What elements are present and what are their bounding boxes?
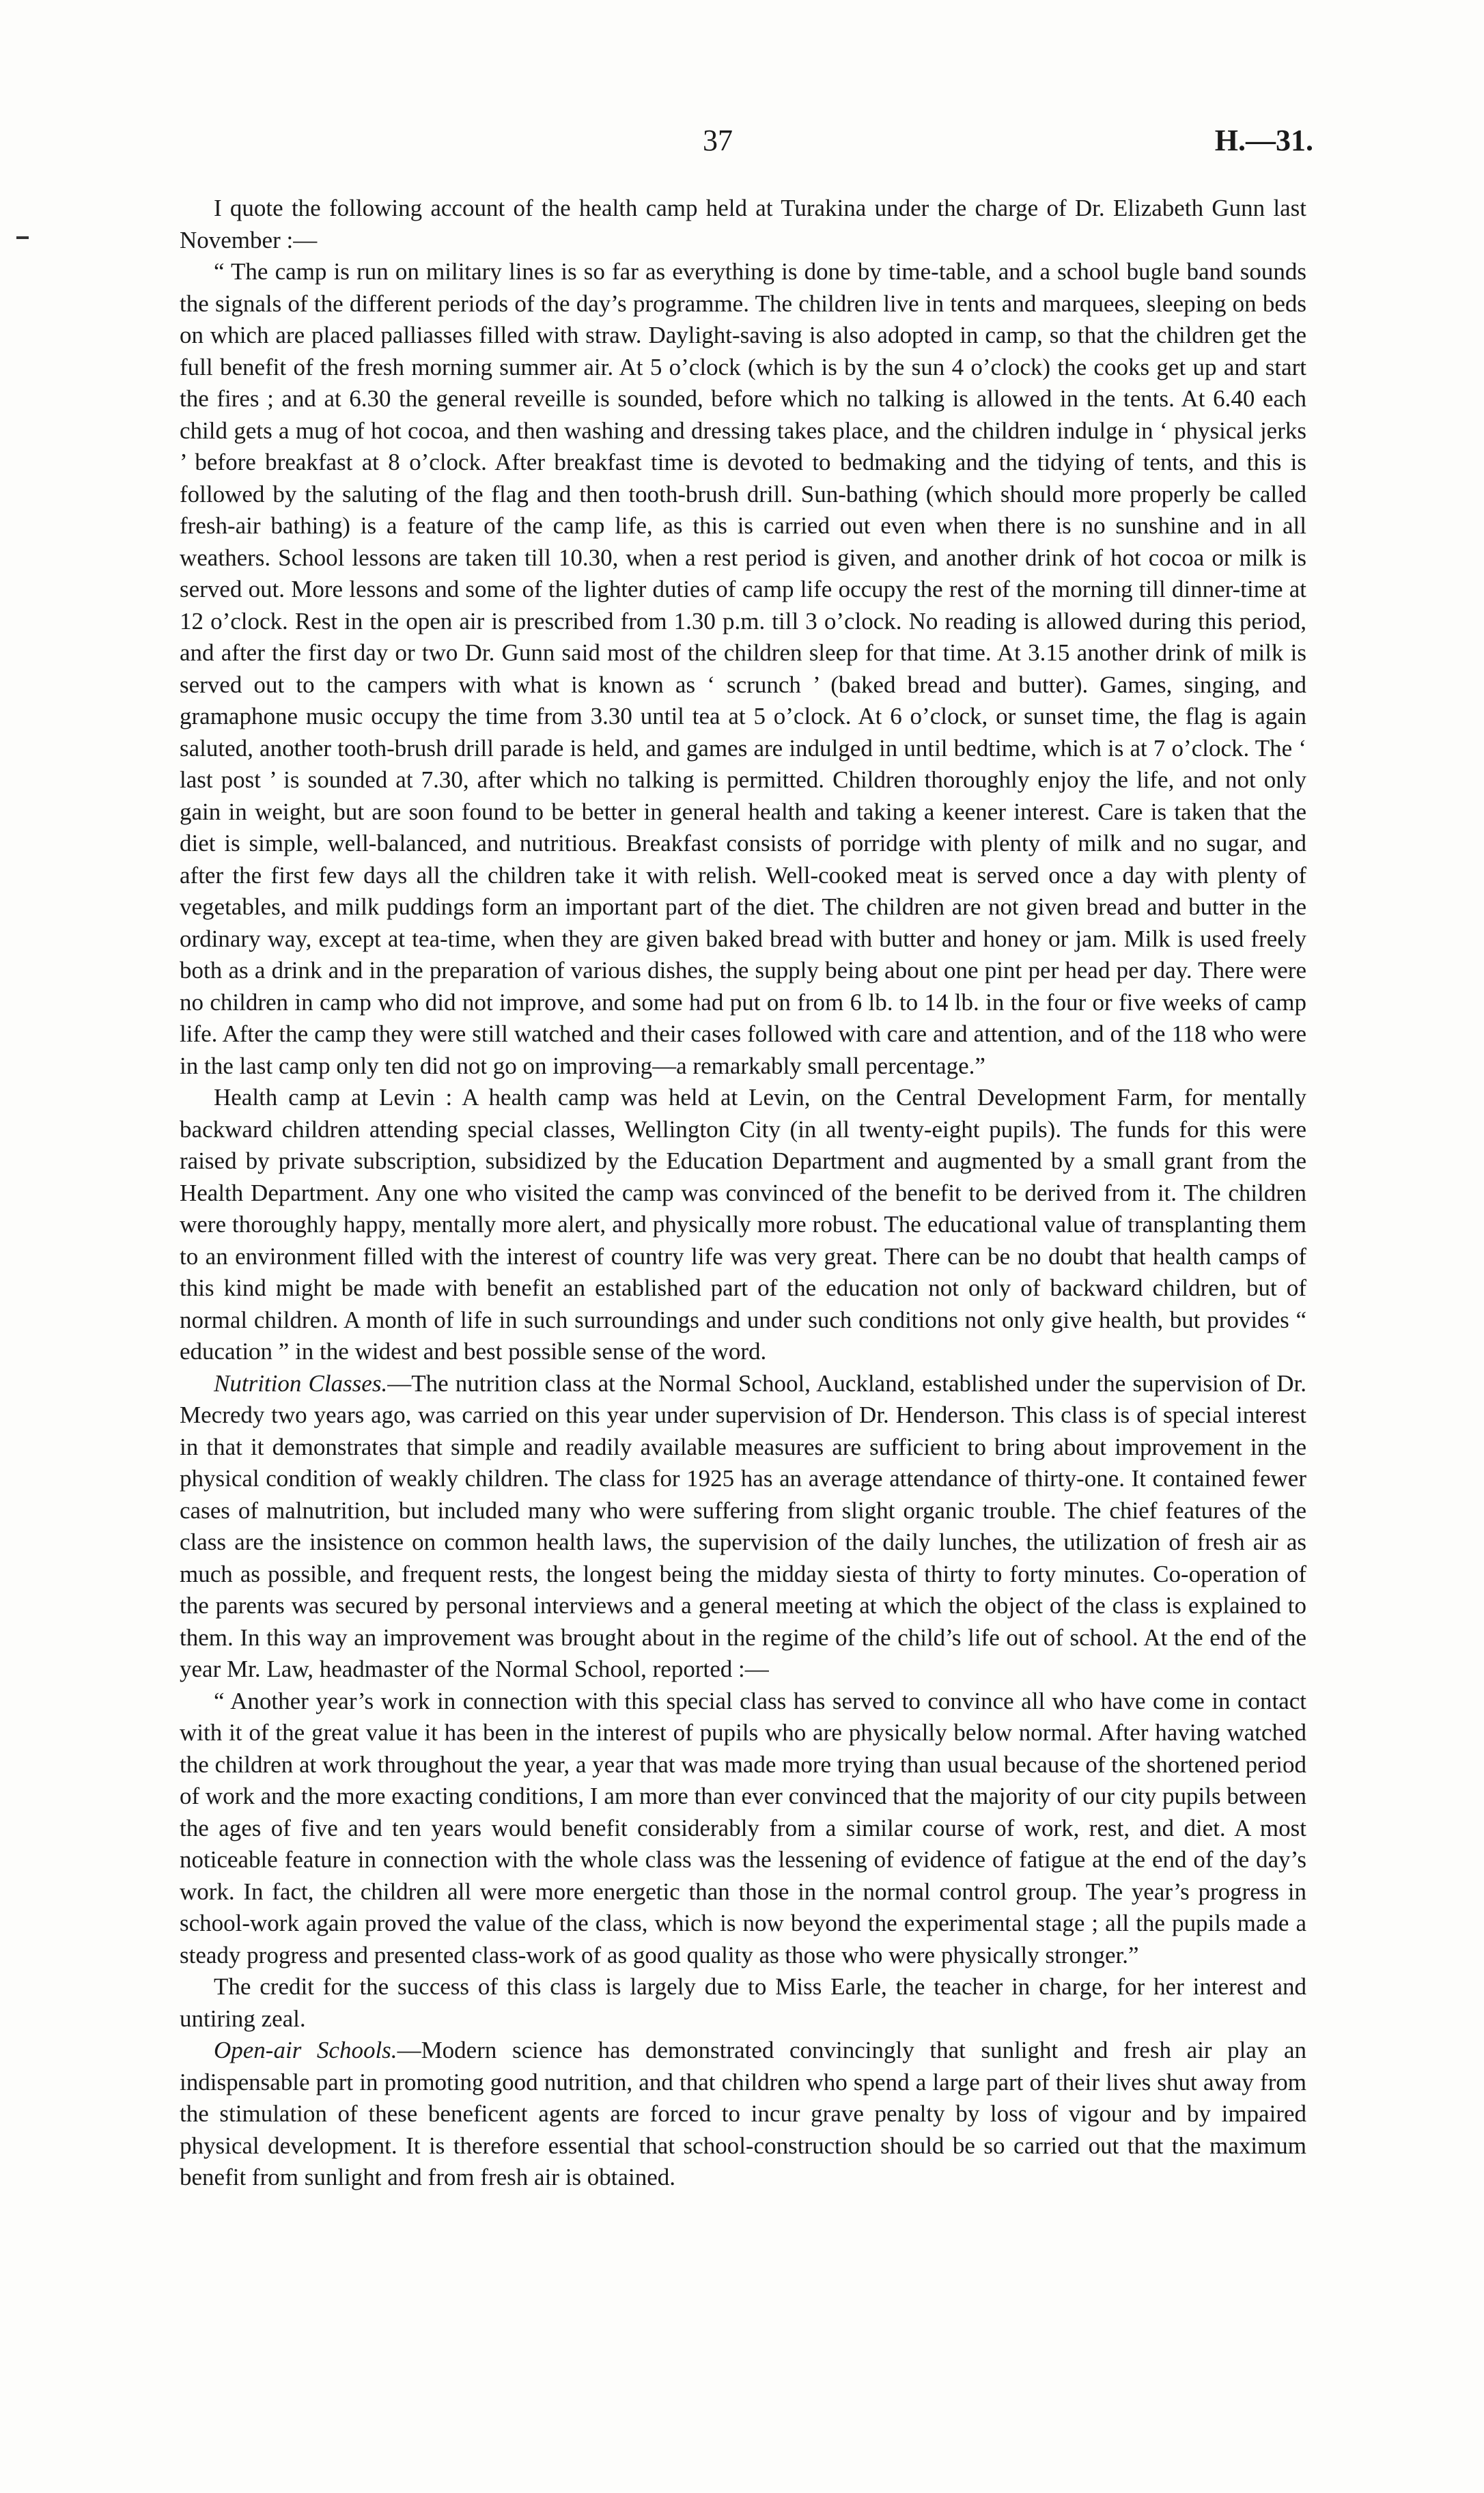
open-air-heading: Open-air Schools. [214, 2037, 397, 2063]
nutrition-heading: Nutrition Classes. [214, 1369, 388, 1397]
document-code: H.—31. [1214, 124, 1313, 157]
paragraph-levin: Health camp at Levin : A health camp was held at Levin, on the Central Development Farm, for mentally backward children attending special classes, Wellington City (in all twenty-eight pupils). The funds for this were raised by private subscription, subsidized by the Education Department and augmented by a small grant from the Health Department. Any one who visited the camp was convinced of the benefit to be derived from it. The children were thoroughly happy, mentally more alert, and physically more robust. The educational value of transplanting them to an environment filled with the interest of country life was very great. There can be no doubt that health camps of this kind might be made with benefit an established part of the education not only of backward children, but of normal children. A month of life in such surroundings and under such conditions not only give health, but provides “ education ” in the widest and best possible sense of the word. [180, 1084, 1306, 1365]
paragraph-law-quote: “ Another year’s work in connection with this special class has served to convince all who have come in contact with it of the great value it has been in the interest of pupils who are physically below normal. After having watched the children at work throughout the year, a year that was made more trying than usual because of the shortened period of work and the more exacting conditions, I am more than ever convinced that the majority of our city pupils between the ages of five and ten years would benefit considerably from a similar course of work, rest, and diet. A most noticeable feature in connection with the whole class was the lessening of evidence of fatigue at the end of the day’s work. In fact, the children all were more energetic than those in the normal control group. The year’s progress in school-work again proved the value of the class, which is now beyond the experimental stage ; all the pupils made a steady progress and presented class-work of as good quality as those who were physically stronger.” [180, 1687, 1306, 1968]
paragraph-intro: I quote the following account of the health camp held at Turakina under the charge of Dr. Elizabeth Gunn last November :— [180, 195, 1306, 253]
paragraph-credit: The credit for the success of this class is largely due to Miss Earle, the teacher in charge, for her interest and untiring zeal. [180, 1973, 1306, 2032]
body-text [180, 193, 1306, 2194]
page-header [0, 120, 1484, 168]
paragraph-turakina-quote: “ The camp is run on military lines is so far as everything is done by time-table, and a school bugle band sounds the signals of the different periods of the day’s programme. The children live in tents and marquees, sleeping on beds on which are placed palliasses filled with straw. Daylight-saving is also adopted in camp, so that the children get the full benefit of the fresh morning summer air. At 5 o’clock (which is by the sun 4 o’clock) the cooks get up and start the fires ; and at 6.30 the general reveille is sounded, before which no talking is allowed in the tents. At 6.40 each child gets a mug of hot cocoa, and then washing and dressing takes place, and the children indulge in ‘ physical jerks ’ before breakfast at 8 o’clock. After breakfast time is devoted to bedmaking and the tidying of tents, and this is followed by the saluting of the flag and then tooth-brush drill. Sun-bathing (which should more properly be called fresh-air bathing) is a feature of the camp life, as this is carried out even when there is no sunshine and in all weathers. School lessons are taken till 10.30, when a rest period is given, and another drink of hot cocoa or milk is served out. More lessons and some of the lighter duties of camp life occupy the rest of the morning till dinner-time at 12 o’clock. Rest in the open air is prescribed from 1.30 p.m. till 3 o’clock. No reading is allowed during this period, and after the first day or two Dr. Gunn said most of the children sleep for that time. At 3.15 another drink of milk is served out to the campers with what is known as ‘ scrunch ’ (baked bread and butter). Games, singing, and gramaphone music occupy the time from 3.30 until tea at 5 o’clock. At 6 o’clock, or sunset time, the flag is again saluted, another tooth-brush drill parade is held, and games are indulged in until bedtime, which is at 7 o’clock. The ‘ last post ’ is sounded at 7.30, after which no talking is permitted. Children thoroughly enjoy the life, and not only gain in weight, but are soon found to be better in general health and taking a keener interest. Care is taken that the diet is simple, well-balanced, and nutritious. Breakfast consists of porridge with plenty of milk and no sugar, and after the first few days all the children take it with relish. Well-cooked meat is served once a day with plenty of vegetables, and milk puddings form an important part of the diet. The children are not given bread and butter in the ordinary way, except at tea-time, when they are given baked bread with butter and honey or jam. Milk is used freely both as a drink and in the preparation of various dishes, the supply being about one pint per head per day. There were no children in camp who did not improve, and some had put on from 6 lb. to 14 lb. in the four or five weeks of camp life. After the camp they were still watched and their cases followed with care and attention, and of the 118 who were in the last camp only ten did not go on improving—a remarkably small percentage.” [180, 258, 1306, 1079]
open-air-text: —Modern science has demonstrated convincingly that sunlight and fresh air play an indispensable part in promoting good nutrition, and that children who spend a large part of their lives shut away from the stimulation of these beneficent agents are forced to incur grave penalty by loss of vigour and by impaired physical development. It is therefore essential that school-construction should be so carried out that the maximum benefit from sunlight and from fresh air is obtained. [180, 2037, 1306, 2190]
paragraph-nutrition [180, 1368, 1306, 1686]
page-number: 37 [703, 124, 733, 157]
paragraph-open-air [180, 2035, 1306, 2194]
margin-mark [16, 236, 29, 239]
nutrition-text: —The nutrition class at the Normal School, Auckland, established under the supervision of Dr. Mecredy two years ago, was carried on this year under supervision of Dr. Henderson. This class is of special interest in that it demonstrates that simple and readily available measures are sufficient to bring about improvement in the physical condition of weakly children. The class for 1925 has an average attendance of thirty-one. It contained fewer cases of malnutrition, but included many who were suffering from slight organic trouble. The chief features of the class are the insistence on common health laws, the supervision of the daily lunches, the utilization of fresh air as much as possible, and frequent rests, the longest being the midday siesta of thirty to forty minutes. Co-operation of the parents was secured by personal interviews and a general meeting at which the object of the class is explained to them. In this way an improvement was brought about in the regime of the child’s life out of school. At the end of the year Mr. Law, headmaster of the Normal School, reported :— [180, 1369, 1307, 1682]
